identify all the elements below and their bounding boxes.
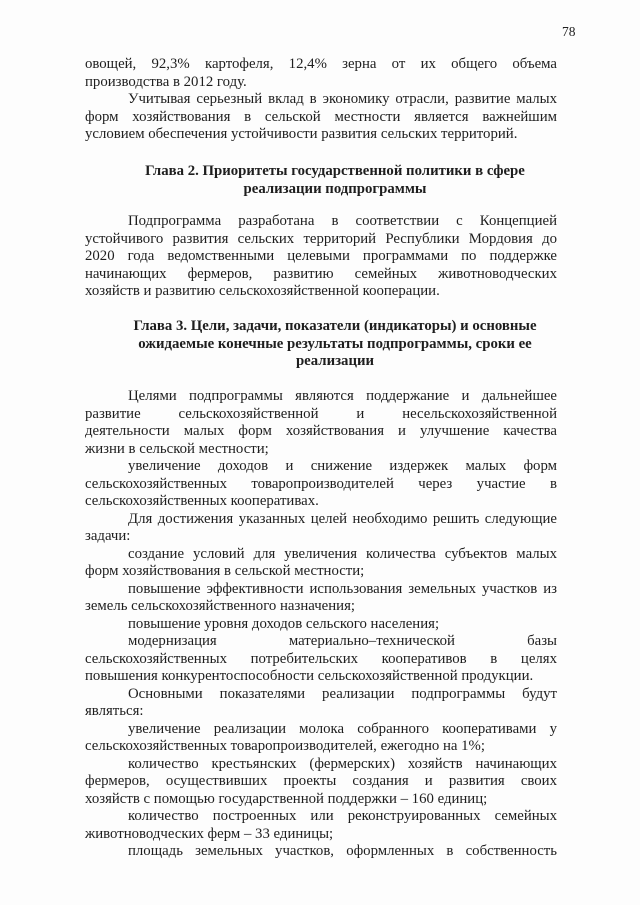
chapter-3-body [85,388,557,861]
text-line: повышение эффективности использования земельных участков из [128,580,557,597]
heading-line: реализации [295,353,375,369]
text-line: количество построенных или реконструированных семейных [128,808,557,824]
text-line: сельскохозяйственных товаропроизводителей, ежегодно на 1%; [85,738,485,754]
paragraph [85,581,557,616]
paragraph [85,756,557,809]
text-line: создание условий для увеличения количества субъектов малых [128,545,557,562]
paragraph [85,91,557,144]
text-line: хозяйств с помощью государственной поддержки – 160 единиц; [85,790,488,807]
text-line: устойчивого развития сельских территорий Республики Мордовия до [85,230,557,247]
paragraph [85,458,557,511]
text-line: сельскохозяйственных потребительских кооперативов в целях [85,650,557,667]
text-line: задачи: [85,528,131,544]
paragraph [85,808,557,843]
heading-line: Глава 3. Цели, задачи, показатели (индикаторы) и основные [133,318,537,334]
heading-line: реализации подпрограммы [243,180,427,197]
text-line: являться: [85,703,144,719]
text-line: Учитывая серьезный вклад в экономику отрасли, развитие малых [128,91,557,107]
text-line: 2020 года ведомственными целевыми программами по поддержке [85,248,557,264]
paragraph [85,56,557,91]
paragraph [85,511,557,546]
text-line: условием обеспечения устойчивости развития сельских территорий. [85,126,518,142]
paragraph [85,546,557,581]
intro-section [85,56,557,144]
text-line: увеличение реализации молока собранного кооперативами у [128,720,557,737]
text-line: фермеров, осуществивших проекты создания и развития своих [85,773,557,789]
text-line: повышение уровня доходов сельского населения; [128,615,440,632]
paragraph [85,633,557,686]
paragraph [85,686,557,721]
text-line: Подпрограмма разработана в соответствии с Концепцией [128,213,557,229]
paragraph [85,616,557,634]
text-line: Для достижения указанных целей необходимо решить следующие [128,510,557,527]
chapter-2-heading [85,163,557,198]
page-body [85,56,557,861]
text-line: животноводческих ферм – 33 единицы; [85,825,334,842]
paragraph [85,388,557,458]
text-line: форм хозяйствования в сельской местности; [85,563,365,579]
text-line: жизни в сельской местности; [85,440,269,457]
paragraph [85,843,557,861]
paragraph [85,721,557,756]
text-line: площадь земельных участков, оформленных в собственность [128,843,557,859]
chapter-2-body [85,213,557,301]
text-line: начинающих фермеров, развитию семейных животноводческих [85,265,557,282]
heading-line: ожидаемые конечные результаты подпрограммы, сроки ее [138,335,532,352]
text-line: повышения конкурентоспособности сельскохозяйственной продукции. [85,668,534,684]
text-line: Основными показателями реализации подпрограммы будут [128,685,557,702]
text-line: увеличение доходов и снижение издержек малых форм [128,458,557,474]
text-line: сельскохозяйственных товаропроизводителей через участие в [85,475,557,492]
text-line: хозяйств и развитию сельскохозяйственной кооперации. [85,283,440,299]
paragraph [85,213,557,301]
page-number: 78 [562,24,576,39]
text-line: Целями подпрограммы являются поддержание и дальнейшее [128,388,557,404]
text-line: модернизация материально–технической базы [128,633,557,649]
text-line: деятельности малых форм хозяйствования и улучшение качества [85,423,557,439]
text-line: земель сельскохозяйственного назначения; [85,598,355,614]
text-line: сельскохозяйственных кооперативах. [85,493,319,509]
heading-line: Глава 2. Приоритеты государственной политики в сфере [145,163,525,179]
text-line: овощей, 92,3% картофеля, 12,4% зерна от их общего объема [85,56,557,72]
text-line: форм хозяйствования в сельской местности является важнейшим [85,108,557,125]
text-line: развитие сельскохозяйственной и несельскохозяйственной [85,405,557,422]
chapter-3-heading [85,318,557,371]
text-line: количество крестьянских (фермерских) хозяйств начинающих [128,755,557,772]
text-line: производства в 2012 году. [85,73,247,90]
